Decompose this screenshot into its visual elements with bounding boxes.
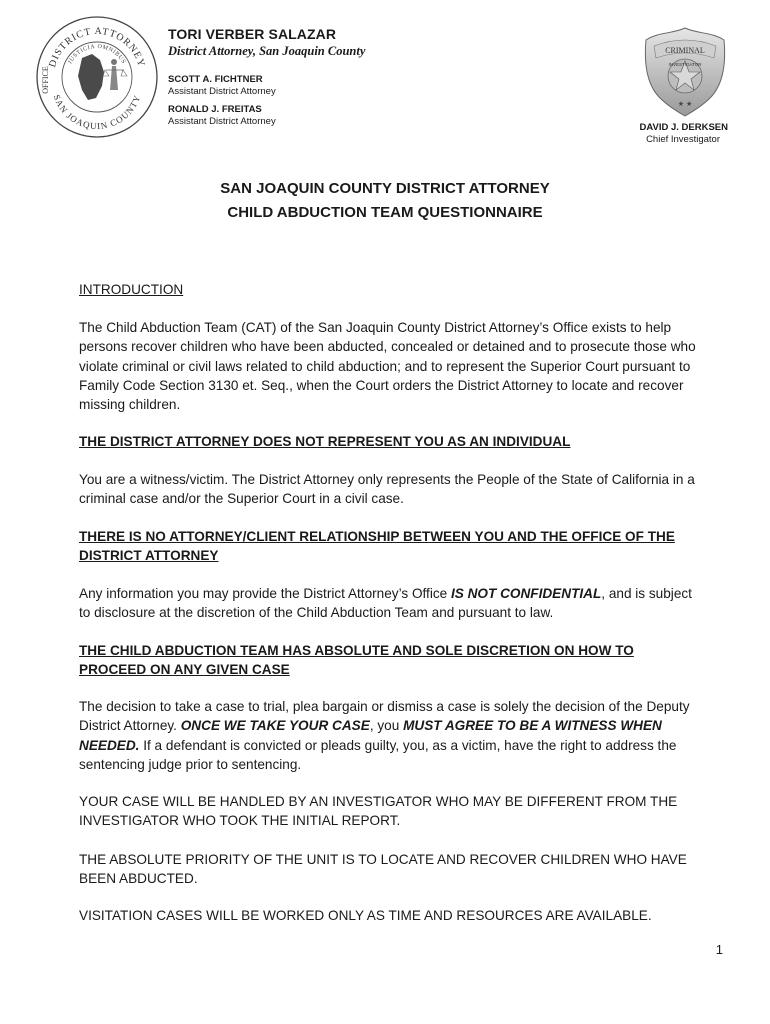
chief-investigator-title: Chief Investigator [646,134,720,145]
priority-paragraph: THE ABSOLUTE PRIORITY OF THE UNIT IS TO LOCATE AND RECOVER CHILDREN WHO HAVE BEEN ABDUCTED. [79,852,687,887]
document-title-line-1: SAN JOAQUIN COUNTY DISTRICT ATTORNEY [220,180,550,197]
page-number: 1 [715,942,723,957]
chief-investigator-name: DAVID J. DERKSEN [639,122,728,133]
seal-bottom-text: SAN JOAQUIN COUNTY [51,93,143,132]
introduction-paragraph: The Child Abduction Team (CAT) of the San Joaquin County District Attorney’s Office exists to help persons recover children who have been abducted, concealed or detained and to prosecute those who violate criminal or civil laws related to child abduction; and to represent the Superior Court pursuant to Family Code Section 3130 et. Seq., when the Court orders the District Attorney to locate and recover missing children. [79,320,696,413]
visitation-paragraph: VISITATION CASES WILL BE WORKED ONLY AS TIME AND RESOURCES ARE AVAILABLE. [79,908,652,923]
badge-top-text: CRIMINAL [665,46,705,55]
decision-text-start: The decision to take a case to trial, plea bargain or dismiss a case is solely the decision of the Deputy District Attorney. [79,699,690,734]
introduction-heading: INTRODUCTION [79,282,184,297]
decision-text-end: If a defendant is convicted or pleads guilty, you, as a victim, have the right to address the sentencing judge prior to sentencing. [79,737,677,772]
investigator-paragraph: YOUR CASE WILL BE HANDLED BY AN INVESTIGATOR WHO MAY BE DIFFERENT FROM THE INVESTIGATOR WHO TOOK THE INITIAL REPORT. [79,794,678,829]
heading-discretion: THE CHILD ABDUCTION TEAM HAS ABSOLUTE AND SOLE DISCRETION ON HOW TO PROCEED ON ANY GIVEN CASE [79,643,634,678]
confidentiality-text-start: Any information you may provide the District Attorney’s Office [79,586,451,601]
heading-not-represent: THE DISTRICT ATTORNEY DOES NOT REPRESENT YOU AS AN INDIVIDUAL [79,434,571,449]
district-attorney-name: TORI VERBER SALAZAR [168,26,337,42]
badge-inner-text: INVESTIGATOR [668,62,702,67]
must-agree-witness-emphasis: MUST AGREE TO BE A WITNESS WHEN NEEDED. [79,718,662,753]
confidentiality-paragraph [79,584,699,623]
seal-motto: JUSTICIA OMNIBUS [67,43,127,66]
heading-no-relationship: THERE IS NO ATTORNEY/CLIENT RELATIONSHIP BETWEEN YOU AND THE OFFICE OF THE DISTRICT ATTORNEY [79,529,675,564]
district-attorney-seal [34,14,160,140]
once-we-take-your-case-emphasis: ONCE WE TAKE YOUR CASE [180,718,370,734]
seal-top-text: DISTRICT ATTORNEY [47,25,147,69]
assistant-da-2-title: Assistant District Attorney [168,116,276,127]
district-attorney-title: District Attorney, San Joaquin County [168,44,366,58]
decision-text-mid: , you [369,718,404,734]
confidentiality-text-end: , and is subject to disclosure at the discretion of the Child Abduction Team and pursuant to law. [79,586,692,621]
not-confidential-emphasis: IS NOT CONFIDENTIAL [450,586,602,601]
witness-paragraph: You are a witness/victim. The District Attorney only represents the People of the State of California in a criminal case and/or the Superior Court in a civil case. [79,472,695,507]
decision-paragraph [79,697,699,774]
assistant-da-1-title: Assistant District Attorney [168,86,276,97]
document-title-line-2: CHILD ABDUCTION TEAM QUESTIONNAIRE [227,204,543,221]
assistant-da-1-name: SCOTT A. FICHTNER [168,74,263,85]
criminal-investigator-badge [640,26,730,118]
assistant-da-2-name: RONALD J. FREITAS [168,104,262,115]
seal-office-text: OFFICE [41,66,50,94]
svg-text:★ ★: ★ ★ [677,101,693,108]
